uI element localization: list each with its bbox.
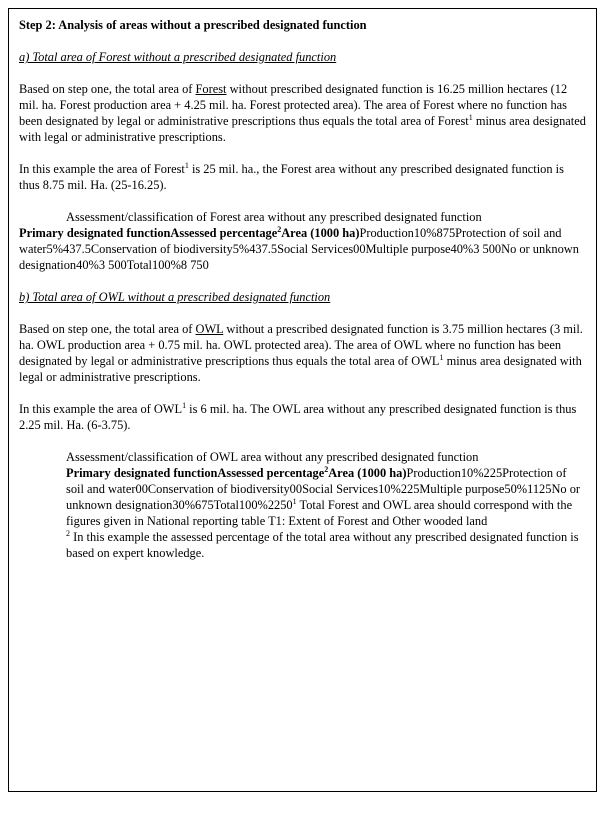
owl-table-caption: Assessment/classification of OWL area without any prescribed designated function <box>66 450 479 464</box>
table-body: Production10%225Protection of soil and water00Conservation of biodiversity00Social Services10%225Multiple purpose50%1125No or unknown designation30%675Total100%2250 <box>66 466 581 512</box>
footnote-ref: 1 <box>184 160 189 170</box>
forest-table <box>19 225 586 273</box>
section-a-title: a) Total area of Forest without a prescribed designated function <box>19 50 337 64</box>
footnote-ref: 1 <box>468 112 473 122</box>
text: Based on step one, the total area of <box>19 322 196 336</box>
footnote-ref: 2 <box>324 464 329 474</box>
owl-term: OWL <box>195 322 224 336</box>
section-b-paragraph-1 <box>19 321 586 385</box>
footnote-text: In this example the assessed percentage of the total area without any prescribed designated function is based on expert knowledge. <box>66 530 579 560</box>
table-header: Primary designated functionAssessed percentage <box>19 226 278 240</box>
text: without a prescribed designated function is 3.75 million hectares (3 mil. ha. OWL production area + 0.75 mil. ha. OWL protected area). The area of OWL where no function has been designated by legal or administrative prescriptions thus equals the total area of OWL <box>19 322 583 368</box>
text: is 25 mil. ha., the Forest area without any prescribed designated function is thus 8.75 mil. Ha. (25-16.25). <box>19 162 564 192</box>
footnote-marker: 1 <box>292 496 297 506</box>
text: In this example the area of Forest <box>19 162 185 176</box>
forest-term: Forest <box>195 82 227 96</box>
section-b-title: b) Total area of OWL without a prescribed designated function <box>19 290 331 304</box>
table-body: Production10%875Protection of soil and water5%437.5Conservation of biodiversity5%437.5Social Services00Multiple purpose40%3 500No or unknown designation40%3 500Total100%8 750 <box>19 226 579 272</box>
forest-table-caption: Assessment/classification of Forest area without any prescribed designated function <box>66 210 482 224</box>
table-header: Area (1000 ha) <box>281 226 360 240</box>
step-heading: Step 2: Analysis of areas without a prescribed designated function <box>19 18 367 32</box>
section-a-paragraph-2 <box>19 161 586 193</box>
table-header: Area (1000 ha) <box>328 466 407 480</box>
text: is 6 mil. ha. The OWL area without any prescribed designated function is thus 2.25 mil. Ha. (6-3.75). <box>19 402 577 432</box>
text: minus area designated with legal or administrative prescriptions. <box>19 354 582 384</box>
document-frame <box>8 8 597 792</box>
text: In this example the area of OWL <box>19 402 183 416</box>
footnote-ref: 1 <box>182 400 187 410</box>
section-b-paragraph-2 <box>19 401 586 433</box>
footnote-ref: 2 <box>277 224 282 234</box>
table-header: Primary designated functionAssessed percentage <box>66 466 325 480</box>
text: without prescribed designated function is 16.25 million hectares (12 mil. ha. Forest production area + 4.25 mil. ha. Forest protected area). The area of Forest where no function has been designated by legal or administrative prescriptions thus equals the total area of Forest <box>19 82 568 128</box>
footnote-ref: 1 <box>439 352 444 362</box>
text: minus area designated with legal or administrative prescriptions. <box>19 114 586 144</box>
section-a-paragraph-1 <box>19 81 586 145</box>
text: Based on step one, the total area of <box>19 82 196 96</box>
footnote-1: Total Forest and OWL area should correspond with the figures given in National reporting table T1: Extent of Forest and Other wooded land <box>66 498 573 528</box>
footnote-2 <box>19 529 586 561</box>
footnote-marker: 2 <box>66 528 70 538</box>
owl-table <box>19 465 586 529</box>
